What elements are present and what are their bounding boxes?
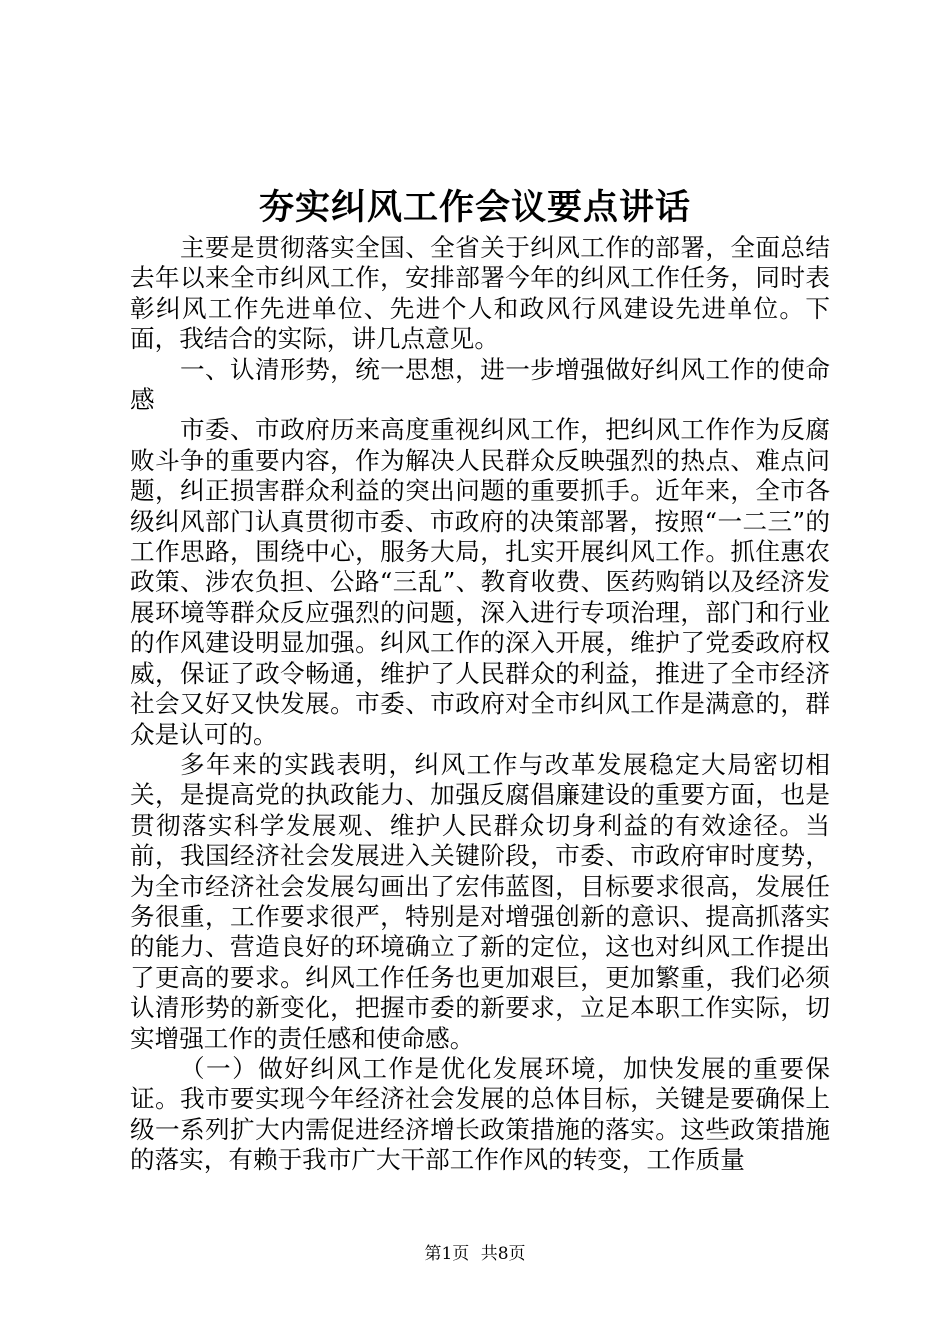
page-total: 共8页 <box>480 1244 526 1264</box>
paragraph-intro: 主要是贯彻落实全国、全省关于纠风工作的部署，全面总结去年以来全市纠风工作，安排部署今年的纠风工作任务，同时表彰纠风工作先进单位、先进个人和政风行风建设先进单位。下面，我结合的实际，讲几点意见。 <box>130 233 830 354</box>
paragraph-subsection-one: （一）做好纠风工作是优化发展环境，加快发展的重要保证。我市要实现今年经济社会发展的总体目标，关键是要确保上级一系列扩大内需促进经济增长政策措施的落实。这些政策措施的落实，有赖于我市广大干部工作作风的转变，工作质量 <box>130 1053 830 1175</box>
page-footer <box>0 1243 950 1265</box>
paragraph-practice: 多年来的实践表明，纠风工作与改革发展稳定大局密切相关，是提高党的执政能力、加强反腐倡廉建设的重要方面，也是贯彻落实科学发展观、维护人民群众切身利益的有效途径。当前，我国经济社会发展进入关键阶段，市委、市政府审时度势，为全市经济社会发展勾画出了宏伟蓝图，目标要求很高，发展任务很重，工作要求很严，特别是对增强创新的意识、提高抓落实的能力、营造良好的环境确立了新的定位，这也对纠风工作提出了更高的要求。纠风工作任务也更加艰巨，更加繁重，我们必须认清形势的新变化，把握市委的新要求，立足本职工作实际，切实增强工作的责任感和使命感。 <box>130 749 830 1053</box>
document-title: 夯实纠风工作会议要点讲话 <box>258 187 691 228</box>
paragraph-section-heading: 一、认清形势，统一思想，进一步增强做好纠风工作的使命感 <box>130 354 830 415</box>
page-number: 第1页 <box>424 1244 470 1264</box>
paragraph-achievements: 市委、市政府历来高度重视纠风工作，把纠风工作作为反腐败斗争的重要内容，作为解决人民群众反映强烈的热点、难点问题，纠正损害群众利益的突出问题的重要抓手。近年来，全市各级纠风部门认真贯彻市委、市政府的决策部署，按照“一二三”的工作思路，围绕中心，服务大局，扎实开展纠风工作。抓住惠农政策、涉农负担、公路“三乱”、教育收费、医药购销以及经济发展环境等群众反应强烈的问题，深入进行专项治理，部门和行业的作风建设明显加强。纠风工作的深入开展，维护了党委政府权威，保证了政令畅通，维护了人民群众的利益，推进了全市经济社会又好又快发展。市委、市政府对全市纠风工作是满意的，群众是认可的。 <box>130 415 830 749</box>
document-body <box>130 233 830 1176</box>
